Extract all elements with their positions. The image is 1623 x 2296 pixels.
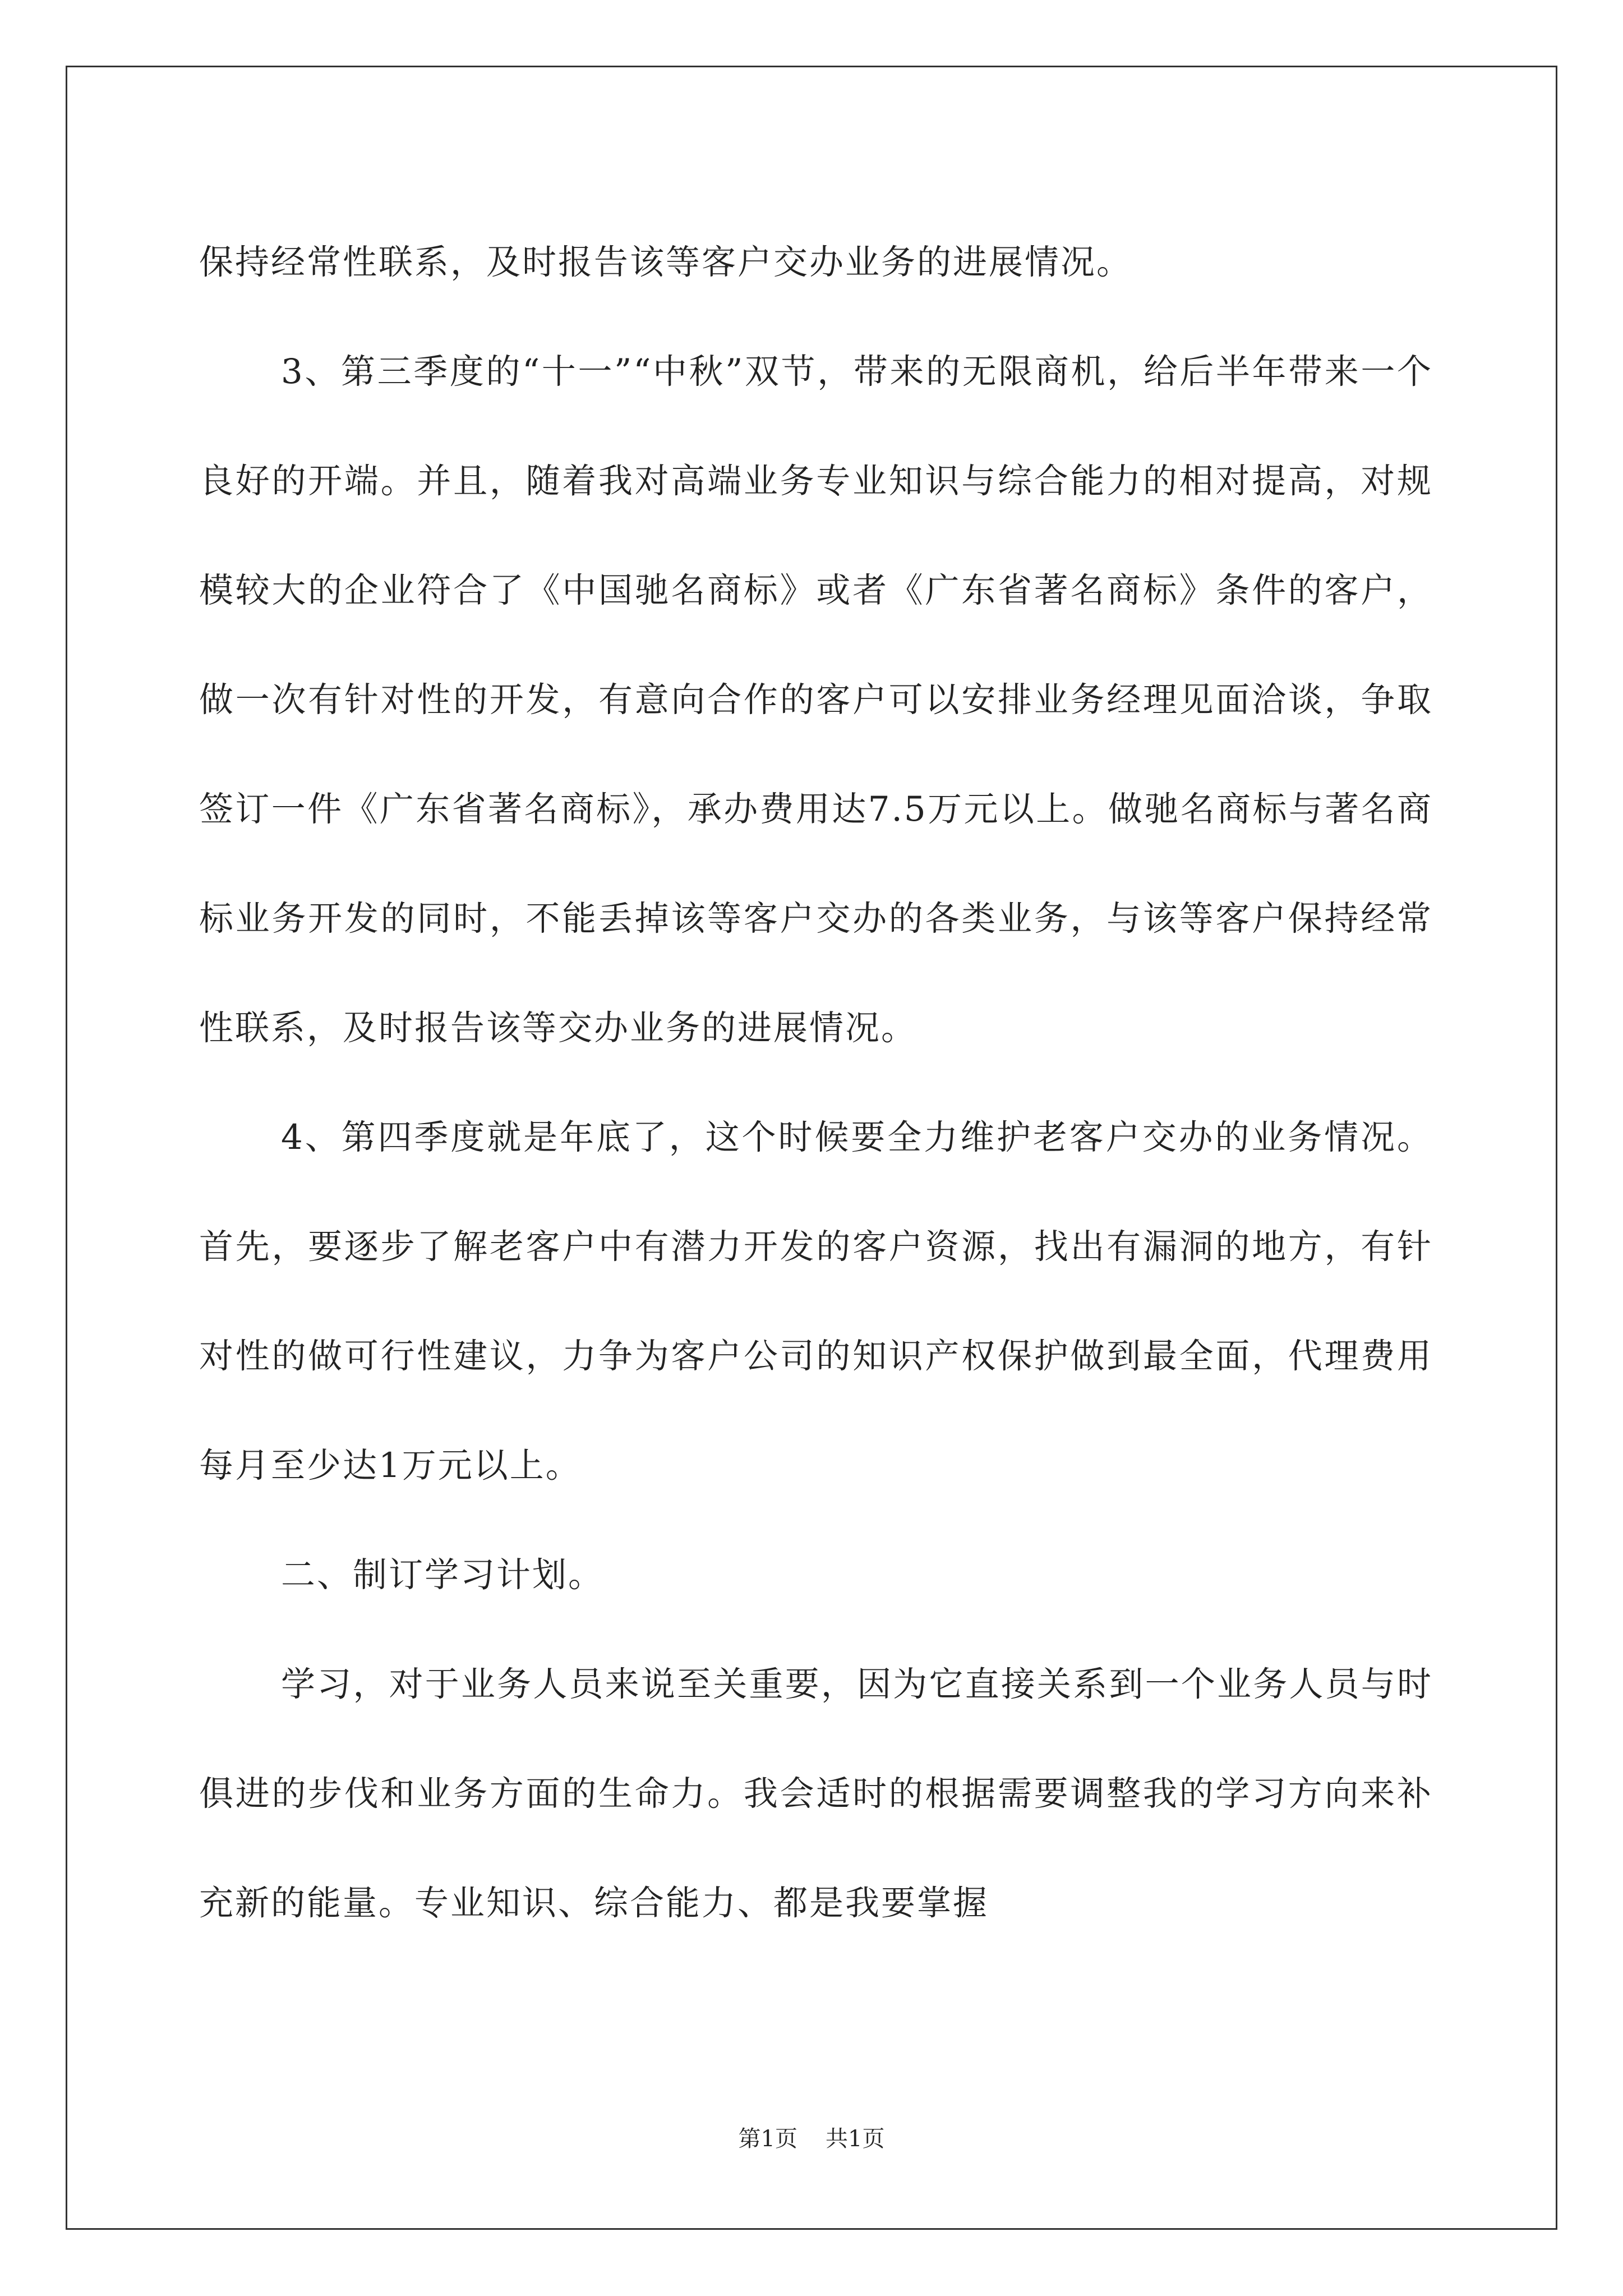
paragraph-3: 4、第四季度就是年底了，这个时候要全力维护老客户交办的业务情况。首先，要逐步了解老客户中有潜力开发的客户资源，找出有漏洞的地方，有针对性的做可行性建议，力争为客户公司的知识产权保护做到最全面，代理费用每月至少达1万元以上。 [199,1117,1433,1485]
page-number-total: 共1页 [826,2126,885,2152]
page-footer [0,2125,1623,2153]
paragraph-2: 3、第三季度的“十一”“中秋”双节，带来的无限商机，给后半年带来一个良好的开端。并且，随着我对高端业务专业知识与综合能力的相对提高，对规模较大的企业符合了《中国驰名商标》或者《广东省著名商标》条件的客户，做一次有针对性的开发，有意向合作的客户可以安排业务经理见面洽谈，争取签订一件《广东省著名商标》，承办费用达7.5万元以上。做驰名商标与著名商标业务开发的同时，不能丢掉该等客户交办的各类业务，与该等客户保持经常性联系，及时报告该等交办业务的进展情况。 [199,352,1433,1048]
document-body [199,208,1433,1958]
paragraph-5: 学习，对于业务人员来说至关重要，因为它直接关系到一个业务人员与时俱进的步伐和业务方面的生命力。我会适时的根据需要调整我的学习方向来补充新的能量。专业知识、综合能力、都是我要掌握 [199,1664,1433,1923]
paragraph-4-heading: 二、制订学习计划。 [281,1555,605,1595]
page-number-current: 第1页 [738,2126,797,2152]
paragraph-1: 保持经常性联系，及时报告该等客户交办业务的进展情况。 [199,242,1133,282]
